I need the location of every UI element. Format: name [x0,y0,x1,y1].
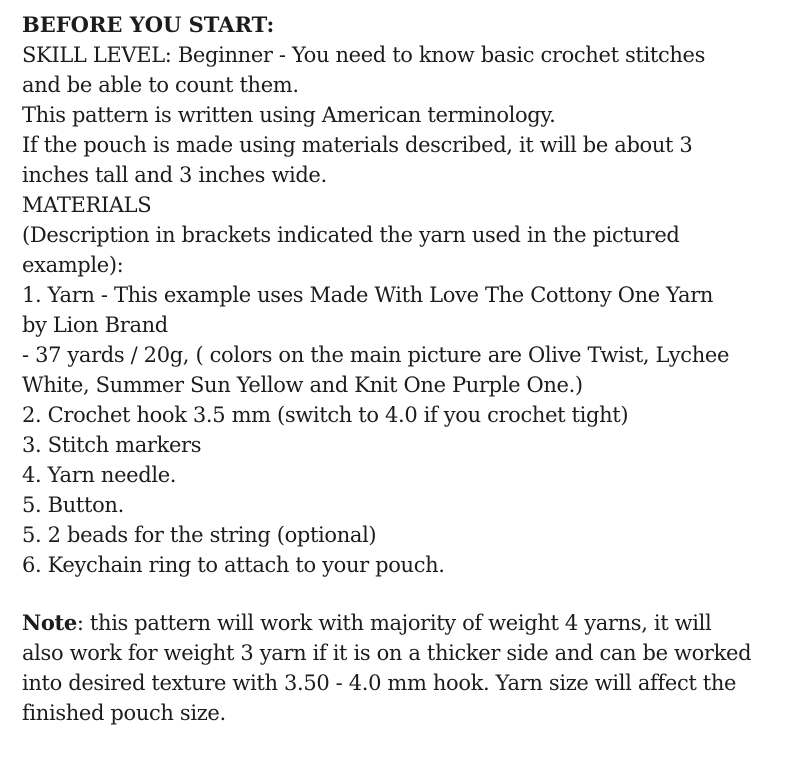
materials-title: MATERIALS [22,193,152,217]
note-line: into desired texture with 3.50 - 4.0 mm hook. Yarn size will affect the [22,671,737,695]
note-first-line-text: : this pattern will work with majority of weight 4 yarns, it will [76,611,712,635]
terminology-line: This pattern is written using American terminology. [22,103,556,127]
note-first-line [22,608,787,638]
materials-description-line: (Description in brackets indicated the yarn used in the pictured [22,223,680,247]
material-item-keychain-ring: 6. Keychain ring to attach to your pouch. [22,553,445,577]
size-line-cont: inches tall and 3 inches wide. [22,163,327,187]
skill-level-line: SKILL LEVEL: Beginner - You need to know basic crochet stitches [22,43,706,67]
skill-level-line-cont: and be able to count them. [22,73,299,97]
material-item-button: 5. Button. [22,493,124,517]
material-item-yarn-amount: - 37 yards / 20g, ( colors on the main picture are Olive Twist, Lychee [22,343,730,367]
note-line: also work for weight 3 yarn if it is on a thicker side and can be worked [22,641,752,665]
material-item-beads: 5. 2 beads for the string (optional) [22,523,377,547]
material-item-yarn-colors: White, Summer Sun Yellow and Knit One Purple One.) [22,373,583,397]
material-item-yarn: 1. Yarn - This example uses Made With Love The Cottony One Yarn [22,283,714,307]
spacer [22,580,787,608]
material-item-stitch-markers: 3. Stitch markers [22,433,202,457]
material-item-yarn-cont: by Lion Brand [22,313,168,337]
material-item-hook: 2. Crochet hook 3.5 mm (switch to 4.0 if you crochet tight) [22,403,629,427]
note-line: finished pouch size. [22,701,226,725]
document-body [22,10,787,728]
size-line: If the pouch is made using materials described, it will be about 3 [22,133,693,157]
materials-description-line: example): [22,253,124,277]
material-item-yarn-needle: 4. Yarn needle. [22,463,177,487]
section-heading: BEFORE YOU START: [22,12,275,37]
note-label: Note [22,610,77,635]
